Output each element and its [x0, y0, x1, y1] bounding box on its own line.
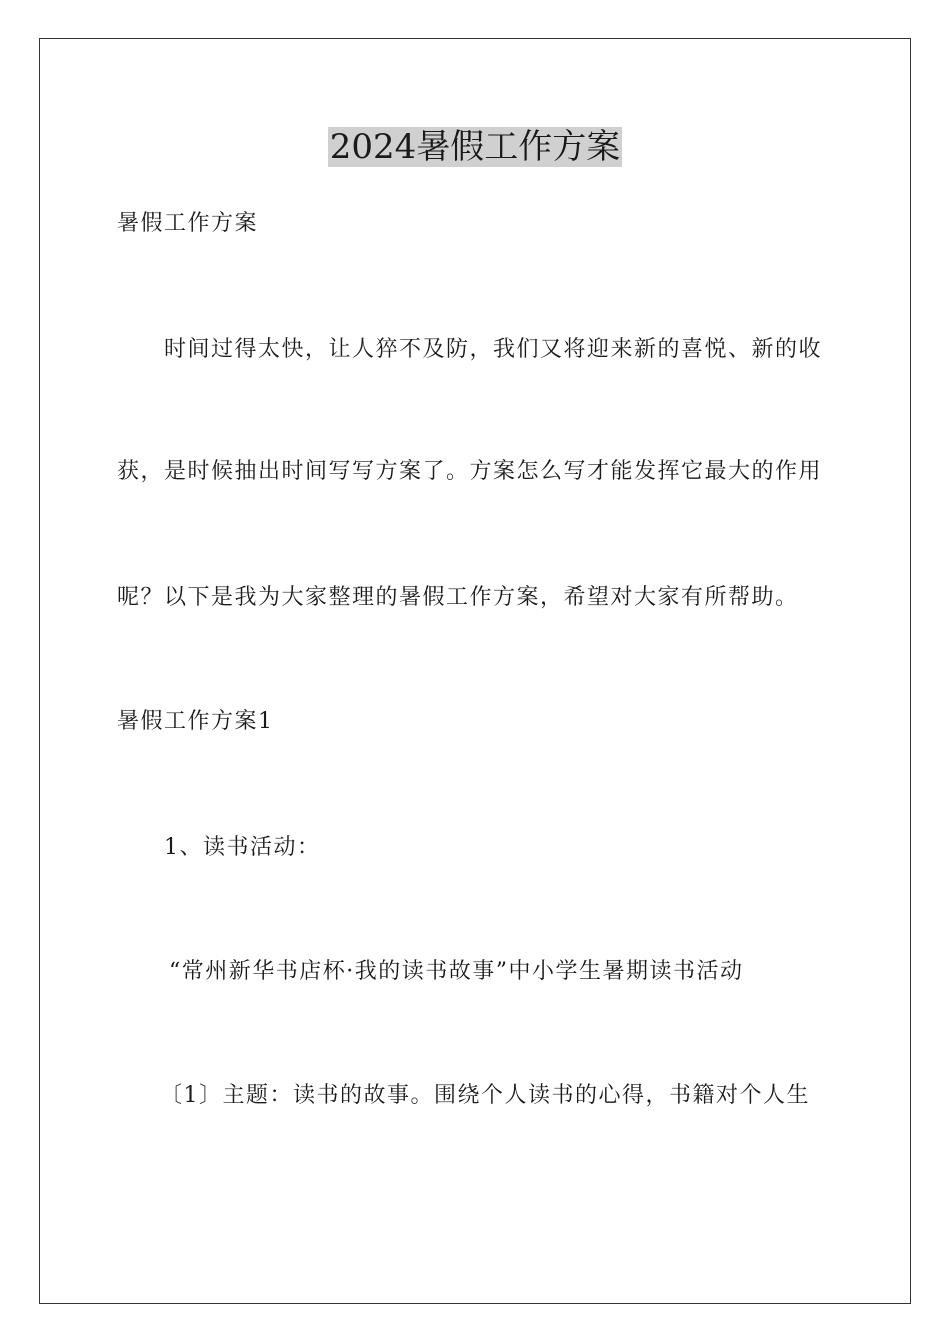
document-subtitle: 暑假工作方案: [117, 211, 259, 236]
item-heading: 1、读书活动：: [164, 835, 321, 860]
document-title: 2024暑假工作方案: [329, 127, 621, 167]
intro-line-2: 获，是时候抽出时间写写方案了。方案怎么写才能发挥它最大的作用: [117, 459, 823, 484]
section-heading: 暑假工作方案1: [117, 709, 274, 734]
intro-line-1: 时间过得太快，让人猝不及防，我们又将迎来新的喜悦、新的收: [164, 337, 823, 362]
intro-line-3: 呢？以下是我为大家整理的暑假工作方案，希望对大家有所帮助。: [117, 585, 799, 610]
theme-line: 〔1〕主题：读书的故事。围绕个人读书的心得，书籍对个人生: [160, 1083, 810, 1108]
activity-name: “常州新华书店杯·我的读书故事”中小学生暑期读书活动: [169, 959, 744, 984]
